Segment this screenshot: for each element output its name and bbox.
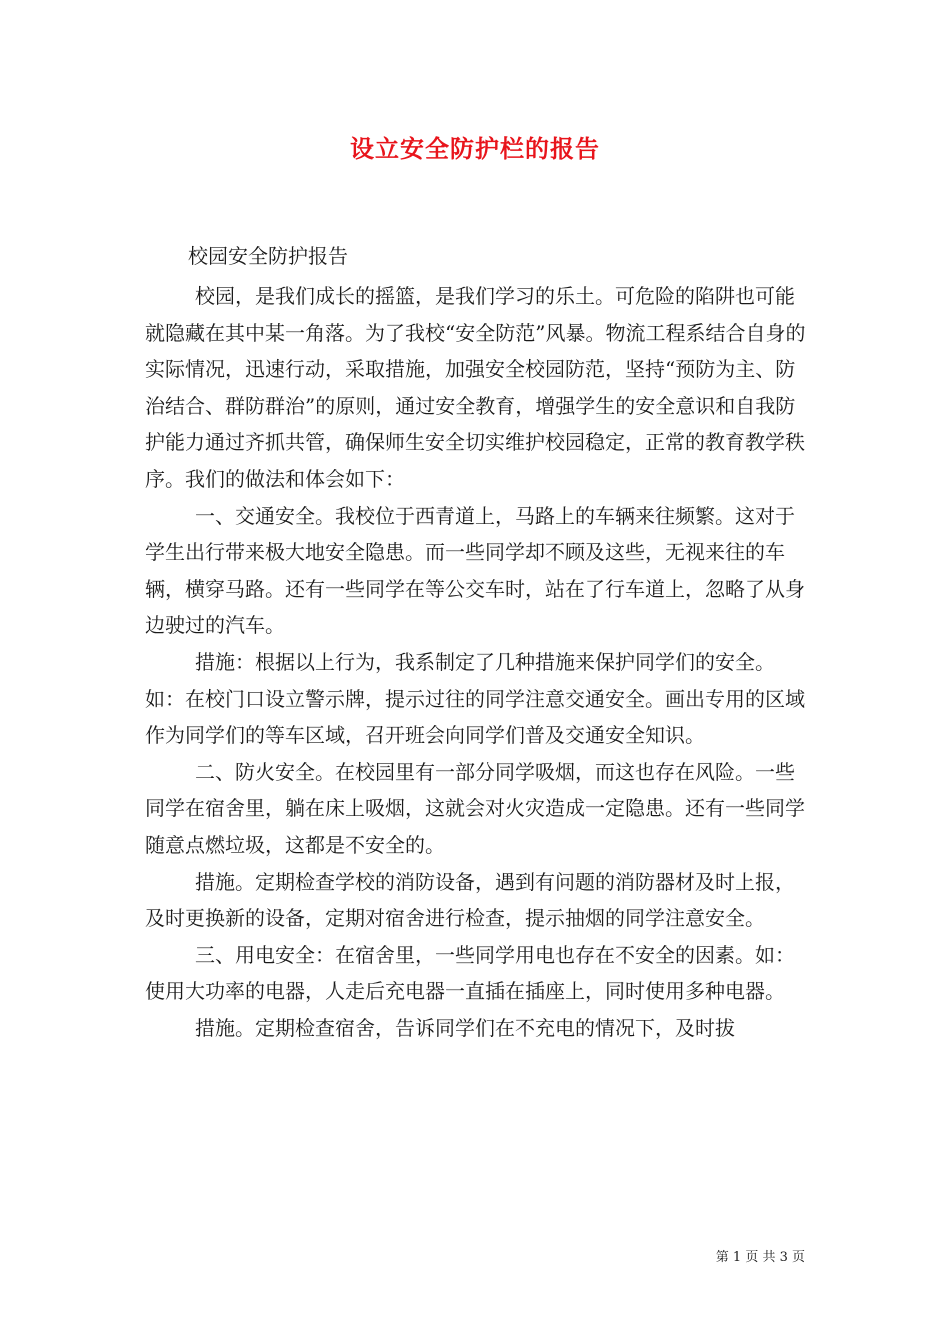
document-title: 设立安全防护栏的报告 <box>350 134 600 163</box>
paragraph-traffic-safety: 一、交通安全。我校位于西青道上，马路上的车辆来往频繁。这对于学生出行带来极大地安全隐患。而一些同学却不顾及这些，无视来往的车辆，横穿马路。还有一些同学在等公交车时，站在了行车道上，忽略了从身边驶过的汽车。 <box>145 503 805 638</box>
paragraph-fire-measures: 措施。定期检查学校的消防设备，遇到有问题的消防器材及时上报，及时更换新的设备，定期对宿舍进行检查，提示抽烟的同学注意安全。 <box>145 869 795 931</box>
paragraph-electric-safety: 三、用电安全：在宿舍里，一些同学用电也存在不安全的因素。如：使用大功率的电器，人走后充电器一直插在插座上，同时使用多种电器。 <box>145 942 795 1004</box>
paragraph-traffic-measures: 措施：根据以上行为，我系制定了几种措施来保护同学们的安全。如：在校门口设立警示牌，提示过往的同学注意交通安全。画出专用的区域作为同学们的等车区域，召开班会向同学们普及交通安全知识。 <box>145 649 805 748</box>
page-number-footer: 第 1 页 共 3 页 <box>715 1250 805 1265</box>
paragraph-fire-safety: 二、防火安全。在校园里有一部分同学吸烟，而这也存在风险。一些同学在宿舍里，躺在床上吸烟，这就会对火灾造成一定隐患。还有一些同学随意点燃垃圾，这都是不安全的。 <box>145 759 805 857</box>
paragraph-electric-measures: 措施。定期检查宿舍，告诉同学们在不充电的情况下，及时拔 <box>195 1015 735 1040</box>
paragraph-intro: 校园，是我们成长的摇篮，是我们学习的乐土。可危险的陷阱也可能就隐藏在其中某一角落。为了我校“安全防范”风暴。物流工程系结合自身的实际情况，迅速行动，采取措施，加强安全校园防范，坚持“预防为主、防治结合、群防群治”的原则，通过安全教育，增强学生的安全意识和自我防护能力通过齐抓共管，确保师生安全切实维护校园稳定，正常的教育教学秩序。我们的做法和体会如下： <box>145 284 806 491</box>
document-body <box>145 278 810 1046</box>
document-subheading: 校园安全防护报告 <box>188 244 348 268</box>
